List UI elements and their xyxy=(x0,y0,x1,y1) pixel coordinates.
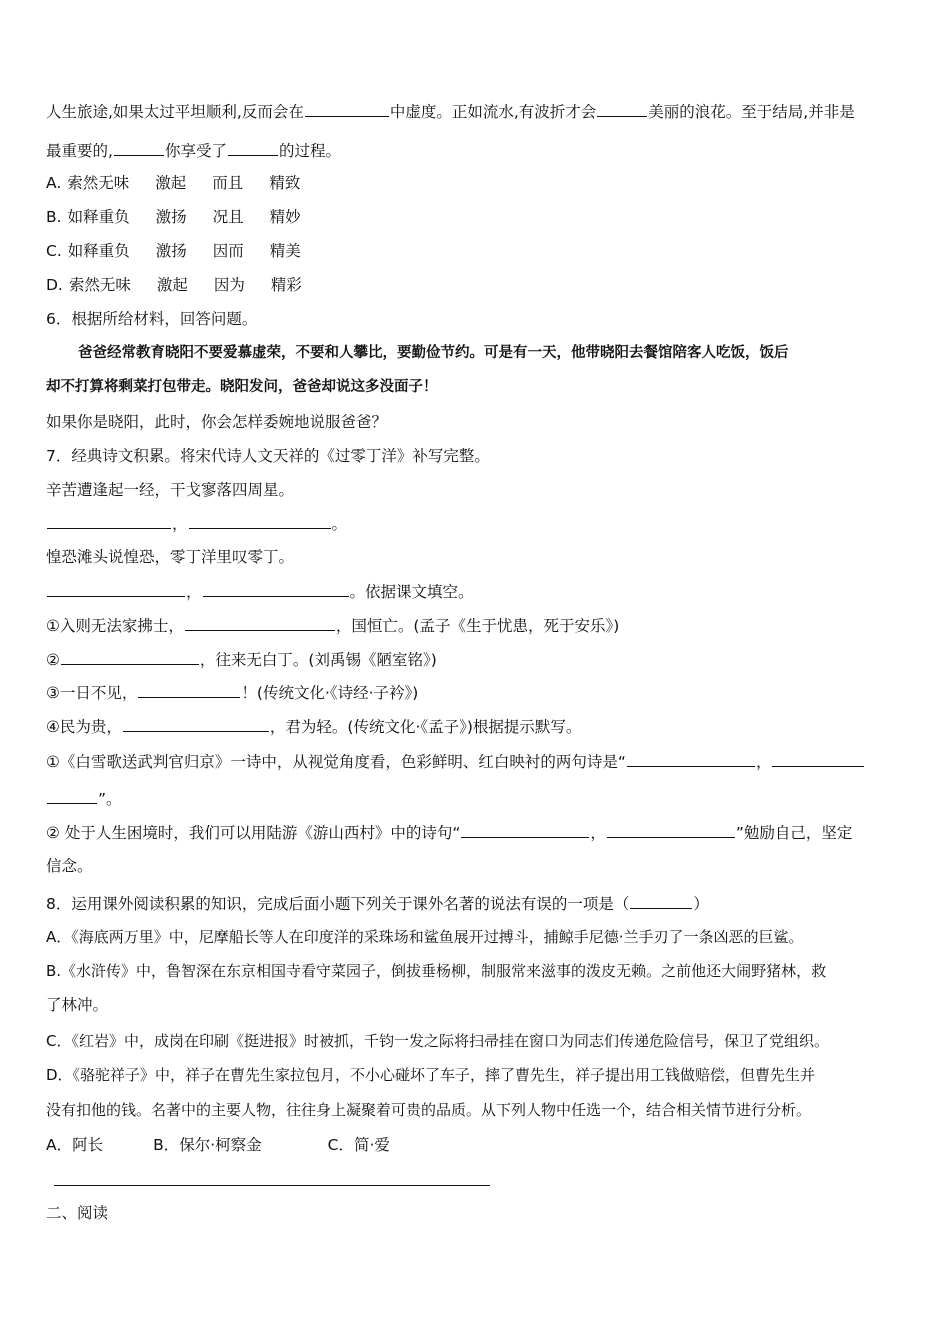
q7-title: 7．经典诗文积累。将宋代诗人文天祥的《过零丁洋》补写完整。 xyxy=(46,447,490,465)
text: ，往来无白丁。(刘禹锡《陋室铭》) xyxy=(199,651,437,669)
word: 激扬 xyxy=(155,208,187,226)
answer-line[interactable] xyxy=(54,1185,490,1186)
choice: B．保尔·柯察金 xyxy=(153,1136,262,1154)
word: 如释重负 xyxy=(67,208,130,226)
text: ， xyxy=(590,824,606,842)
word: 激起 xyxy=(156,276,188,294)
text: ”勉励自己，坚定 xyxy=(735,824,853,842)
answer-blank[interactable] xyxy=(189,512,331,529)
q6-question: 如果你是晓阳，此时，你会怎样委婉地说服爸爸？ xyxy=(46,413,388,431)
word: 索然无味 xyxy=(68,276,131,294)
option-label: C. xyxy=(46,242,62,260)
word: 因而 xyxy=(212,242,244,260)
text: ，国恒亡。(孟子《生于忧患，死于安乐》) xyxy=(335,617,620,635)
q7-item-1 xyxy=(46,614,619,637)
option-label: B. xyxy=(46,208,62,226)
word: 激扬 xyxy=(155,242,187,260)
q7-poem-2: 惶恐滩头说惶恐，零丁洋里叹零丁。 xyxy=(46,548,295,566)
text: 美丽的浪花。至于结局,并非是 xyxy=(648,103,855,121)
word: 况且 xyxy=(212,208,244,226)
answer-blank[interactable] xyxy=(305,100,389,117)
q7-item-4 xyxy=(46,715,581,738)
q5-line1 xyxy=(46,100,855,123)
text: ， xyxy=(186,583,202,601)
answer-blank[interactable] xyxy=(597,100,647,117)
text: 。 xyxy=(331,515,348,533)
answer-blank[interactable] xyxy=(61,648,199,665)
answer-blank[interactable] xyxy=(607,821,735,838)
answer-blank[interactable] xyxy=(138,681,240,698)
answer-blank[interactable] xyxy=(114,139,164,156)
q7-recite-1 xyxy=(46,750,865,773)
text: 最重要的, xyxy=(46,142,113,160)
answer-blank[interactable] xyxy=(123,715,269,732)
q7-item-2 xyxy=(46,648,437,671)
word: 精致 xyxy=(269,174,301,192)
q7-recite-1-cont xyxy=(46,787,122,810)
option-d[interactable] xyxy=(46,274,328,296)
q6-passage-2: 却不打算将剩菜打包带走。晓阳发问，爸爸却说这多没面子！ xyxy=(46,378,438,395)
word: 因为 xyxy=(213,276,245,294)
q8-option-b-cont: 了林冲。 xyxy=(46,996,109,1014)
word: 激起 xyxy=(155,174,187,192)
q5-line2 xyxy=(46,139,341,162)
word: 精美 xyxy=(269,242,301,260)
q8-option-c: C．《红岩》中，成岗在印刷《挺进报》时被抓，千钧一发之际将扫帚挂在窗口为同志们传递危险信号，保卫了党组织。 xyxy=(46,1032,829,1050)
option-c[interactable] xyxy=(46,240,327,262)
word: 精彩 xyxy=(270,276,302,294)
option-label: D. xyxy=(46,276,63,294)
answer-blank[interactable] xyxy=(47,580,185,597)
answer-blank[interactable] xyxy=(630,892,692,909)
q6-passage-1: 爸爸经常教育晓阳不要爱慕虚荣，不要和人攀比，要勤俭节约。可是有一天，他带晓阳去餐馆陪客人吃饭，饭后 xyxy=(78,344,789,361)
text: ） xyxy=(693,895,709,913)
text: 你享受了 xyxy=(164,142,227,160)
text: ③一日不见， xyxy=(46,684,138,702)
text: ② xyxy=(46,651,60,669)
q7-blank-line-1 xyxy=(46,512,347,535)
q6-title: 6．根据所给材料，回答问题。 xyxy=(46,310,258,328)
q7-poem-1: 辛苦遭逢起一经，干戈寥落四周星。 xyxy=(46,481,295,499)
section-heading: 二、阅读 xyxy=(46,1204,109,1222)
word: 而且 xyxy=(212,174,244,192)
word: 如释重负 xyxy=(67,242,130,260)
option-a[interactable] xyxy=(46,172,326,194)
text: ④民为贵， xyxy=(46,718,122,736)
text: ② 处于人生困境时，我们可以用陆游《游山西村》中的诗句“ xyxy=(46,824,461,842)
q8-option-b: B.《水浒传》中，鲁智深在东京相国寺看守菜园子，倒拔垂杨柳，制服常来滋事的泼皮无赖。之前他还大闹野猪林，救 xyxy=(46,962,827,980)
option-label: A. xyxy=(46,174,62,192)
answer-blank[interactable] xyxy=(627,750,755,767)
text: 人生旅途,如果太过平坦顺利,反而会在 xyxy=(46,103,304,121)
q8-choices xyxy=(46,1134,390,1156)
answer-blank[interactable] xyxy=(228,139,278,156)
text: ！(传统文化·《诗经·子衿》) xyxy=(241,684,419,702)
q8-title xyxy=(46,892,709,915)
q7-blank-line-2 xyxy=(46,580,474,603)
choice: A．阿长 xyxy=(46,1136,104,1154)
q7-item-3 xyxy=(46,681,418,704)
q8-option-d-cont: 没有扣他的钱。名著中的主要人物，往往身上凝聚着可贵的品质。从下列人物中任选一个，结合相关情节进行分析。 xyxy=(46,1101,812,1119)
answer-blank[interactable] xyxy=(461,821,589,838)
option-b[interactable] xyxy=(46,206,327,228)
choice: C．简·爱 xyxy=(327,1136,390,1154)
text: ， xyxy=(172,515,188,533)
word: 精妙 xyxy=(269,208,301,226)
q7-recite-2-cont: 信念。 xyxy=(46,857,93,875)
text: 8．运用课外阅读积累的知识，完成后面小题下列关于课外名著的说法有误的一项是（ xyxy=(46,895,630,913)
answer-blank[interactable] xyxy=(47,512,171,529)
word: 索然无味 xyxy=(67,174,130,192)
q7-recite-2 xyxy=(46,821,852,844)
answer-blank[interactable] xyxy=(47,787,97,804)
text: ，君为轻。(传统文化·《孟子》)根据提示默写。 xyxy=(269,718,582,736)
answer-blank[interactable] xyxy=(203,580,349,597)
text: ， xyxy=(755,753,772,771)
q8-option-d: D．《骆驼祥子》中，祥子在曹先生家拉包月，不小心碰坏了车子，摔了曹先生，祥子提出用工钱做赔偿，但曹先生并 xyxy=(46,1066,816,1084)
text: 的过程。 xyxy=(278,142,341,160)
text: 。依据课文填空。 xyxy=(349,583,474,601)
text: ①《白雪歌送武判官归京》一诗中，从视觉角度看，色彩鲜明、红白映衬的两句诗是“ xyxy=(46,753,626,771)
answer-blank[interactable] xyxy=(185,614,335,631)
q8-option-a: A．《海底两万里》中，尼摩船长等人在印度洋的采珠场和鲨鱼展开过搏斗，捕鲸手尼德·兰手刃了一条凶恶的巨鲨。 xyxy=(46,928,804,946)
answer-blank[interactable] xyxy=(772,750,864,767)
text: ①入则无法家拂士， xyxy=(46,617,184,635)
text: ”。 xyxy=(98,790,122,808)
text: 中虚度。正如流水,有波折才会 xyxy=(389,103,597,121)
